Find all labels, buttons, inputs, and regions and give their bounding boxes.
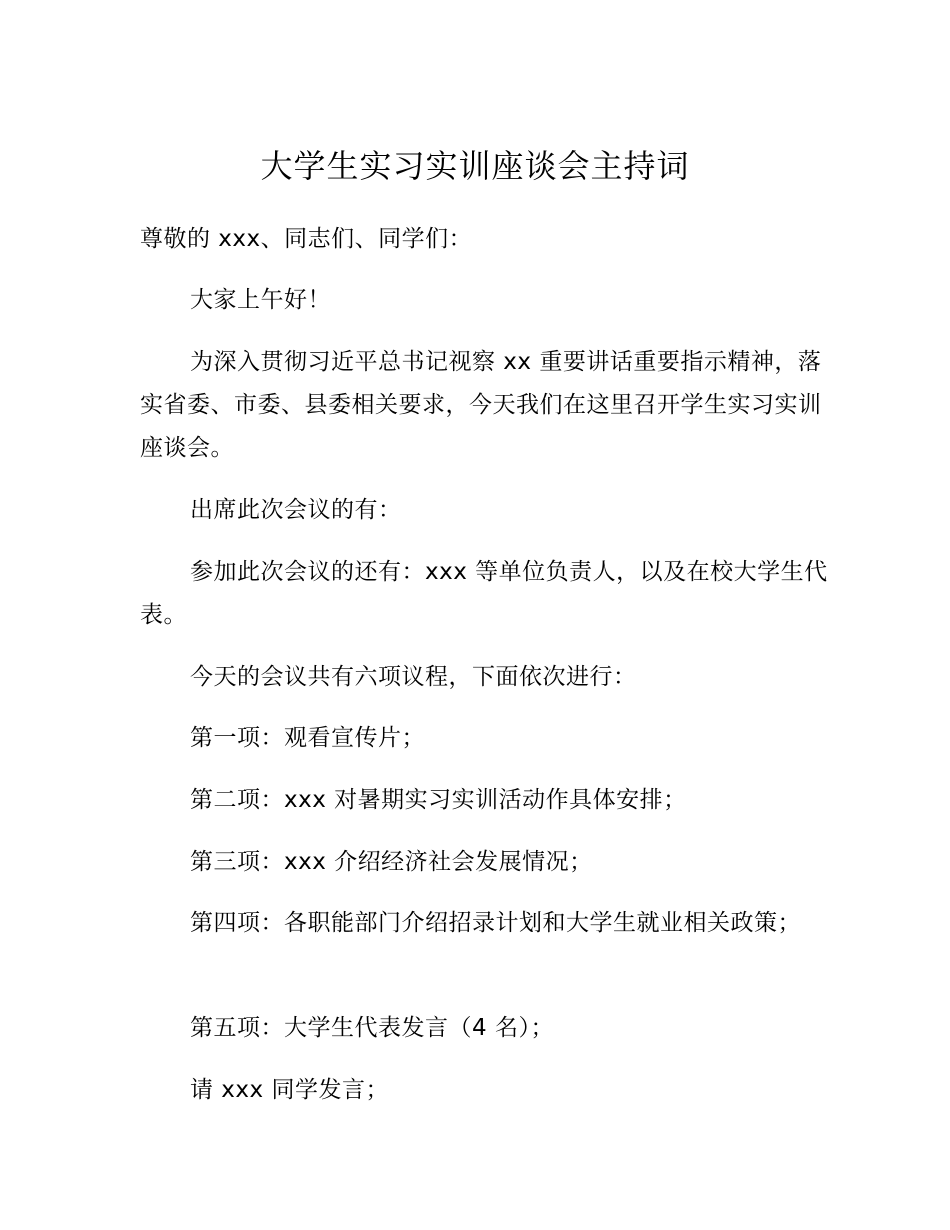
greeting: 大家上午好！	[190, 287, 331, 313]
agenda-item-2: 第二项：xxx 对暑期实习实训活动作具体安排；	[190, 787, 687, 813]
speaker-invite: 请 xxx 同学发言；	[190, 1077, 389, 1103]
purpose-paragraph: 为深入贯彻习近平总书记视察 xx 重要讲话重要指示精神，落实省委、市委、县委相关要求，今天我们在这里召开学生实习实训座谈会。	[140, 349, 822, 461]
other-attendees-paragraph: 参加此次会议的还有：xxx 等单位负责人，以及在校大学生代表。	[140, 559, 828, 628]
agenda-item-1: 第一项：观看宣传片；	[190, 725, 425, 751]
agenda-item-4: 第四项：各职能部门介绍招录计划和大学生就业相关政策；	[190, 910, 801, 936]
agenda-item-3: 第三项：xxx 介绍经济社会发展情况；	[190, 849, 593, 875]
salutation: 尊敬的 xxx、同志们、同学们：	[140, 226, 473, 252]
agenda-item-5: 第五项：大学生代表发言（4 名）；	[190, 1015, 554, 1041]
attendees-paragraph: 出席此次会议的有：	[190, 497, 402, 523]
document-title: 大学生实习实训座谈会主持词	[260, 147, 690, 185]
agenda-intro: 今天的会议共有六项议程，下面依次进行：	[190, 664, 637, 690]
